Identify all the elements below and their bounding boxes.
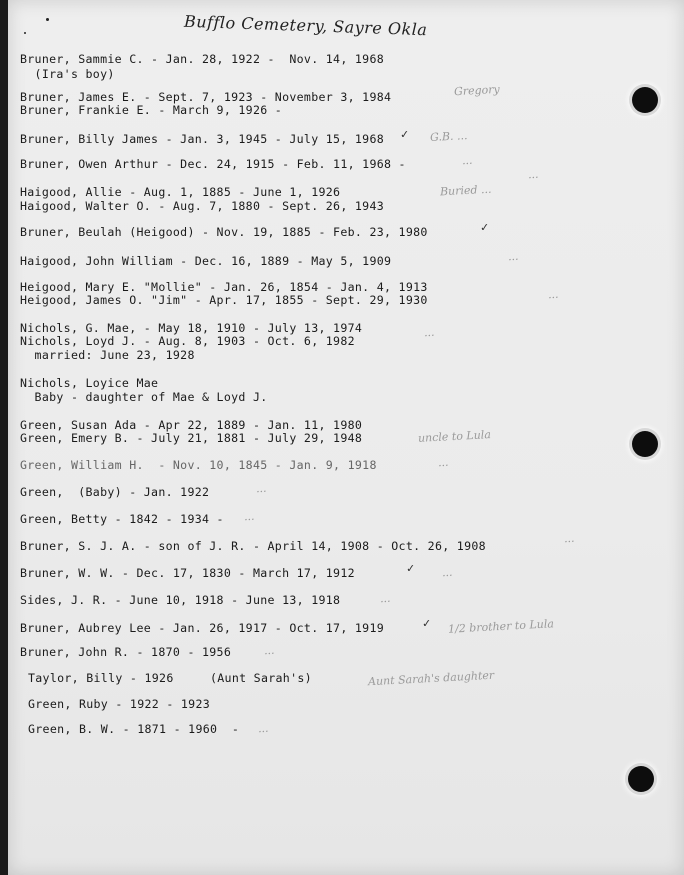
entry-line: Bruner, S. J. A. - son of J. R. - April 14, 1908 - Oct. 26, 1908 bbox=[20, 539, 486, 553]
handwritten-note: uncle to Lula bbox=[417, 428, 492, 445]
entry-line: Green, Ruby - 1922 - 1923 bbox=[28, 697, 211, 711]
entry-line: Green, William H. - Nov. 10, 1845 - Jan. 9, 1918 bbox=[20, 458, 377, 472]
entry-line: Bruner, Billy James - Jan. 3, 1945 - July 15, 1968 bbox=[20, 132, 385, 146]
handwritten-note: ... bbox=[243, 509, 255, 524]
handwritten-note: ... bbox=[547, 287, 559, 302]
entry-line: Heigood, Mary E. "Mollie" - Jan. 26, 1854 - Jan. 4, 1913 bbox=[20, 280, 428, 294]
handwritten-note: ... bbox=[461, 153, 473, 168]
entry-line: Baby - daughter of Mae & Loyd J. bbox=[20, 390, 268, 404]
check-mark: ✓ bbox=[479, 220, 490, 235]
handwritten-note: ... bbox=[437, 455, 449, 470]
ink-speck bbox=[46, 18, 49, 21]
entry-line: Bruner, W. W. - Dec. 17, 1830 - March 17, 1912 bbox=[20, 566, 355, 580]
entry-line: Green, B. W. - 1871 - 1960 - bbox=[28, 722, 240, 736]
handwritten-note: 1/2 brother to Lula bbox=[447, 617, 555, 636]
entry-line: Haigood, John William - Dec. 16, 1889 - May 5, 1909 bbox=[20, 254, 392, 268]
punch-hole bbox=[632, 431, 658, 457]
entry-line: Haigood, Allie - Aug. 1, 1885 - June 1, 1926 bbox=[20, 185, 341, 199]
entry-line: Green, Susan Ada - Apr 22, 1889 - Jan. 11, 1980 bbox=[20, 418, 363, 432]
document-page bbox=[8, 0, 684, 875]
check-mark: ✓ bbox=[421, 616, 432, 631]
entry-line: Green, Betty - 1842 - 1934 - bbox=[20, 512, 224, 526]
handwritten-note: Buried ... bbox=[439, 182, 492, 199]
entry-line: Nichols, Loyice Mae bbox=[20, 376, 159, 390]
entry-line: (Ira's boy) bbox=[20, 67, 115, 81]
punch-hole bbox=[632, 87, 658, 113]
handwritten-note: ... bbox=[255, 481, 267, 496]
handwritten-note: ... bbox=[423, 325, 435, 340]
entry-line: Bruner, James E. - Sept. 7, 1923 - November 3, 1984 bbox=[20, 90, 392, 104]
punch-hole bbox=[628, 766, 654, 792]
handwritten-note: ... bbox=[263, 643, 275, 658]
entry-line: Green, Emery B. - July 21, 1881 - July 29, 1948 bbox=[20, 431, 363, 445]
handwritten-note: G.B. ... bbox=[429, 129, 468, 144]
entry-line: Haigood, Walter O. - Aug. 7, 1880 - Sept. 26, 1943 bbox=[20, 199, 385, 213]
handwritten-note: ... bbox=[507, 249, 519, 264]
handwritten-note: ... bbox=[563, 531, 575, 546]
check-mark: ✓ bbox=[405, 561, 416, 576]
entry-line: Bruner, Beulah (Heigood) - Nov. 19, 1885 - Feb. 23, 1980 bbox=[20, 225, 428, 239]
entry-line: Nichols, Loyd J. - Aug. 8, 1903 - Oct. 6, 1982 bbox=[20, 334, 355, 348]
entry-line: Bruner, Owen Arthur - Dec. 24, 1915 - Feb. 11, 1968 - bbox=[20, 157, 406, 171]
entry-line: Bruner, Frankie E. - March 9, 1926 - bbox=[20, 103, 283, 117]
handwritten-note: ... bbox=[257, 721, 269, 736]
entry-line: Green, (Baby) - Jan. 1922 bbox=[20, 485, 210, 499]
entry-line: Sides, J. R. - June 10, 1918 - June 13, 1918 bbox=[20, 593, 341, 607]
handwritten-note: ... bbox=[441, 565, 453, 580]
entry-line: married: June 23, 1928 bbox=[20, 348, 195, 362]
handwritten-note: Gregory bbox=[453, 82, 501, 99]
page-title: Bufflo Cemetery, Sayre Okla bbox=[183, 11, 428, 40]
entry-line: Bruner, John R. - 1870 - 1956 bbox=[20, 645, 232, 659]
handwritten-note: ... bbox=[527, 167, 539, 182]
entry-line: Taylor, Billy - 1926 (Aunt Sarah's) bbox=[28, 671, 312, 685]
handwritten-note: Aunt Sarah's daughter bbox=[367, 668, 495, 689]
entry-line: Nichols, G. Mae, - May 18, 1910 - July 13, 1974 bbox=[20, 321, 363, 335]
check-mark: ✓ bbox=[399, 127, 410, 142]
entry-line: Bruner, Aubrey Lee - Jan. 26, 1917 - Oct. 17, 1919 bbox=[20, 621, 385, 635]
handwritten-note: ... bbox=[379, 591, 391, 606]
ink-speck bbox=[24, 32, 26, 34]
entry-line: Bruner, Sammie C. - Jan. 28, 1922 - Nov. 14, 1968 bbox=[20, 52, 385, 66]
entry-line: Heigood, James O. "Jim" - Apr. 17, 1855 - Sept. 29, 1930 bbox=[20, 293, 428, 307]
